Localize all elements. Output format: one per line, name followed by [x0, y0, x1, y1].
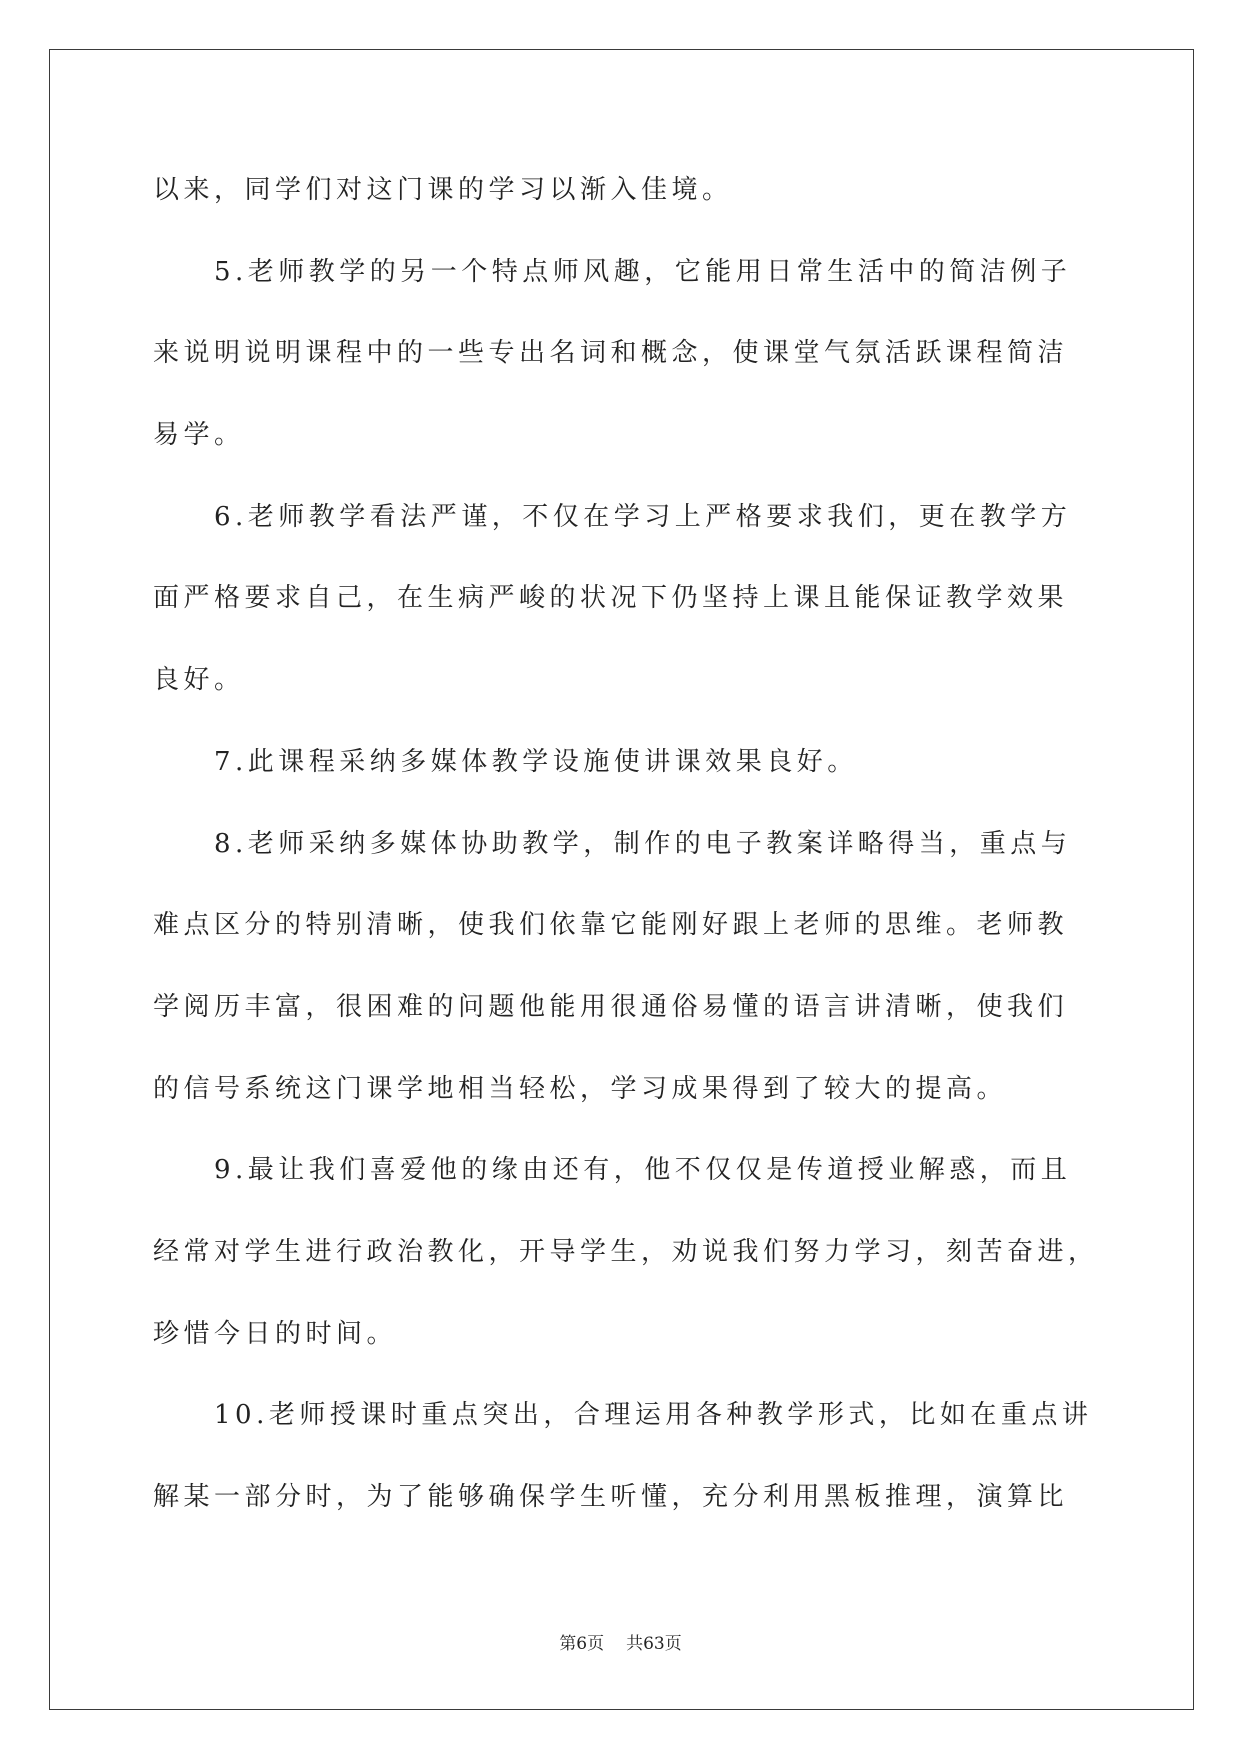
text-line: 学阅历丰富，很困难的问题他能用很通俗易懂的语言讲清晰，使我们 — [153, 991, 1069, 1022]
text-line: 难点区分的特别清晰，使我们依靠它能刚好跟上老师的思维。老师教 — [153, 910, 1069, 941]
page-footer — [0, 1633, 1241, 1655]
paragraph-item-9 — [153, 1130, 1103, 1375]
text-line: 解某一部分时，为了能够确保学生听懂，充分利用黑板推理，演算比 — [153, 1482, 1069, 1512]
text-line: 8.老师采纳多媒体协助教学，制作的电子教案详略得当，重点与 — [214, 828, 1072, 859]
page-total: 共63页 — [626, 1634, 682, 1654]
text-line: 的信号系统这门课学地相当轻松，学习成果得到了较大的提高。 — [153, 1073, 1008, 1104]
page-number: 第6页 — [559, 1634, 605, 1654]
text-line: 面严格要求自己，在生病严峻的状况下仍坚持上课且能保证教学效果 — [153, 583, 1069, 614]
text-line: 经常对学生进行政治教化，开导学生，劝说我们努力学习，刻苦奋进， — [153, 1236, 1099, 1267]
paragraph-item-7 — [153, 722, 1103, 804]
text-line: 易学。 — [153, 420, 245, 451]
paragraph-continued — [153, 150, 1103, 232]
paragraph-item-6 — [153, 477, 1103, 722]
text-line: 10.老师授课时重点突出，合理运用各种教学形式，比如在重点讲 — [214, 1400, 1093, 1431]
paragraph-item-10 — [153, 1375, 1103, 1538]
text-line: 6.老师教学看法严谨，不仅在学习上严格要求我们，更在教学方 — [214, 501, 1072, 532]
text-line: 9.最让我们喜爱他的缘由还有，他不仅仅是传道授业解惑，而且 — [214, 1155, 1072, 1186]
text-line: 良好。 — [153, 665, 245, 696]
text-line: 以来，同学们对这门课的学习以渐入佳境。 — [153, 175, 733, 205]
text-line: 珍惜今日的时间。 — [153, 1318, 398, 1349]
text-line: 7.此课程采纳多媒体教学设施使讲课效果良好。 — [214, 746, 858, 777]
paragraph-item-8 — [153, 804, 1103, 1131]
text-line: 来说明说明课程中的一些专出名词和概念，使课堂气氛活跃课程简洁 — [153, 338, 1069, 369]
text-line: 5.老师教学的另一个特点师风趣，它能用日常生活中的简洁例子 — [214, 256, 1072, 287]
paragraph-item-5 — [153, 232, 1103, 477]
body-text — [153, 150, 1103, 1539]
